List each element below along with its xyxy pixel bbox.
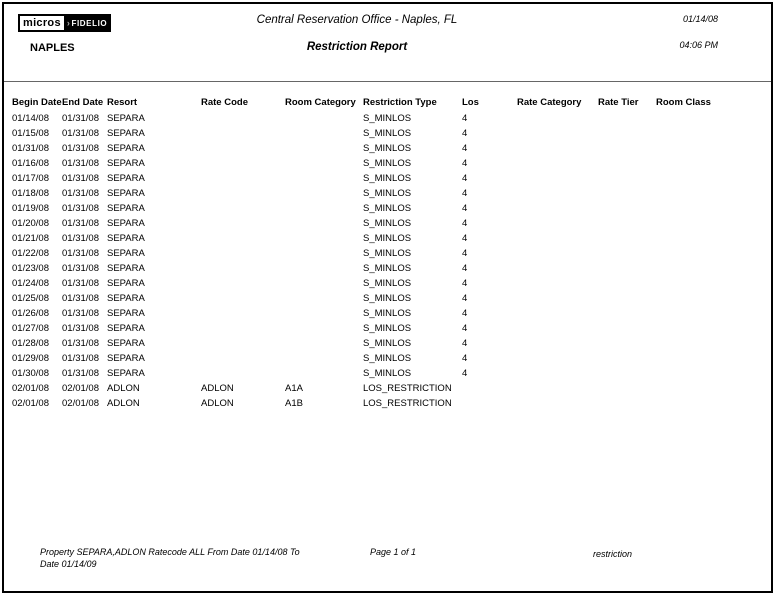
table-cell: SEPARA xyxy=(107,233,145,244)
column-header-room-class: Room Class xyxy=(656,97,711,108)
table-cell: 01/25/08 xyxy=(12,293,49,304)
table-cell: 4 xyxy=(462,293,468,304)
table-cell: 4 xyxy=(462,368,468,379)
table-row xyxy=(0,232,779,247)
table-cell: 02/01/08 xyxy=(12,398,49,409)
table-cell: SEPARA xyxy=(107,173,145,184)
table-row xyxy=(0,277,779,292)
table-cell: S_MINLOS xyxy=(363,203,412,214)
table-row xyxy=(0,322,779,337)
report-title: Central Reservation Office - Naples, FL xyxy=(256,14,458,26)
table-row xyxy=(0,367,779,382)
table-cell: 4 xyxy=(462,218,468,229)
table-cell: 01/28/08 xyxy=(12,338,49,349)
table-cell: SEPARA xyxy=(107,263,145,274)
table-cell: 01/31/08 xyxy=(62,173,99,184)
table-cell: 4 xyxy=(462,278,468,289)
report-date: 01/14/08 xyxy=(682,14,718,24)
column-header-rate-code: Rate Code xyxy=(201,97,248,108)
table-cell: A1A xyxy=(285,383,303,394)
table-row xyxy=(0,142,779,157)
table-cell: 4 xyxy=(462,188,468,199)
table-cell: ADLON xyxy=(201,383,234,394)
table-cell: SEPARA xyxy=(107,293,145,304)
table-row xyxy=(0,382,779,397)
table-cell: 4 xyxy=(462,113,468,124)
table-cell: 01/31/08 xyxy=(62,203,99,214)
table-cell: S_MINLOS xyxy=(363,278,412,289)
table-cell: S_MINLOS xyxy=(363,158,412,169)
table-cell: 01/31/08 xyxy=(62,278,99,289)
table-cell: S_MINLOS xyxy=(363,128,412,139)
table-cell: 01/17/08 xyxy=(12,173,49,184)
header-divider xyxy=(4,81,771,82)
table-cell: SEPARA xyxy=(107,158,145,169)
table-row xyxy=(0,127,779,142)
table-cell: 4 xyxy=(462,263,468,274)
table-cell: SEPARA xyxy=(107,278,145,289)
table-cell: S_MINLOS xyxy=(363,338,412,349)
footer-report-id: restriction xyxy=(593,549,633,559)
table-cell: 01/31/08 xyxy=(62,323,99,334)
table-row xyxy=(0,337,779,352)
table-cell: 01/24/08 xyxy=(12,278,49,289)
table-cell: 01/31/08 xyxy=(62,248,99,259)
table-cell: SEPARA xyxy=(107,203,145,214)
table-cell: 4 xyxy=(462,323,468,334)
table-cell: 01/31/08 xyxy=(62,263,99,274)
table-cell: 4 xyxy=(462,233,468,244)
table-cell: S_MINLOS xyxy=(363,353,412,364)
table-cell: S_MINLOS xyxy=(363,233,412,244)
table-cell: SEPARA xyxy=(107,128,145,139)
table-header-row xyxy=(0,97,779,111)
table-cell: 01/19/08 xyxy=(12,203,49,214)
table-cell: 4 xyxy=(462,308,468,319)
table-cell: SEPARA xyxy=(107,218,145,229)
table-cell: 4 xyxy=(462,158,468,169)
footer-page-info: Page 1 of 1 xyxy=(370,547,417,557)
table-cell: 01/31/08 xyxy=(12,143,49,154)
table-cell: 01/29/08 xyxy=(12,353,49,364)
table-cell: 01/20/08 xyxy=(12,218,49,229)
table-cell: 01/31/08 xyxy=(62,218,99,229)
table-row xyxy=(0,307,779,322)
footer-criteria-line1: Property SEPARA,ADLON Ratecode ALL From Date 01/14/08 To xyxy=(40,547,300,557)
table-cell: 01/31/08 xyxy=(62,233,99,244)
column-header-end-date: End Date xyxy=(62,97,104,108)
table-cell: S_MINLOS xyxy=(363,293,412,304)
table-cell: SEPARA xyxy=(107,323,145,334)
table-cell: SEPARA xyxy=(107,368,145,379)
column-header-resort: Resort xyxy=(107,97,138,108)
table-cell: 01/31/08 xyxy=(62,143,99,154)
column-header-restriction-type: Restriction Type xyxy=(363,97,437,108)
table-cell: A1B xyxy=(285,398,303,409)
column-header-room-category: Room Category xyxy=(285,97,356,108)
table-cell: 4 xyxy=(462,338,468,349)
table-cell: 01/21/08 xyxy=(12,233,49,244)
table-cell: 01/23/08 xyxy=(12,263,49,274)
table-cell: 01/31/08 xyxy=(62,308,99,319)
column-header-los: Los xyxy=(462,97,479,108)
chevron-right-icon: › xyxy=(66,18,71,28)
table-cell: 4 xyxy=(462,173,468,184)
table-cell: 4 xyxy=(462,143,468,154)
table-cell: 01/26/08 xyxy=(12,308,49,319)
table-cell: 4 xyxy=(462,128,468,139)
table-cell: SEPARA xyxy=(107,338,145,349)
table-cell: 01/22/08 xyxy=(12,248,49,259)
table-cell: 01/31/08 xyxy=(62,293,99,304)
table-cell: 01/30/08 xyxy=(12,368,49,379)
table-cell: SEPARA xyxy=(107,143,145,154)
table-cell: SEPARA xyxy=(107,248,145,259)
table-cell: S_MINLOS xyxy=(363,263,412,274)
column-header-rate-tier: Rate Tier xyxy=(598,97,639,108)
column-header-rate-category: Rate Category xyxy=(517,97,582,108)
footer-criteria-line2: Date 01/14/09 xyxy=(40,559,97,569)
table-cell: S_MINLOS xyxy=(363,308,412,319)
table-cell: 01/15/08 xyxy=(12,128,49,139)
logo-fidelio-text: FIDELIO xyxy=(71,18,108,28)
report-time: 04:06 PM xyxy=(679,40,718,50)
table-cell: 01/31/08 xyxy=(62,113,99,124)
table-cell: ADLON xyxy=(107,398,140,409)
table-cell: S_MINLOS xyxy=(363,113,412,124)
table-cell: 4 xyxy=(462,248,468,259)
table-cell: ADLON xyxy=(107,383,140,394)
table-cell: 4 xyxy=(462,353,468,364)
table-cell: 02/01/08 xyxy=(62,398,99,409)
logo-micros-text: micros xyxy=(18,14,66,32)
table-cell: SEPARA xyxy=(107,353,145,364)
table-row xyxy=(0,217,779,232)
property-name: NAPLES xyxy=(30,42,75,54)
table-row xyxy=(0,352,779,367)
table-cell: 01/31/08 xyxy=(62,338,99,349)
table-cell: S_MINLOS xyxy=(363,143,412,154)
table-cell: SEPARA xyxy=(107,188,145,199)
table-row xyxy=(0,172,779,187)
table-cell: 01/31/08 xyxy=(62,128,99,139)
table-cell: 01/31/08 xyxy=(62,368,99,379)
table-row xyxy=(0,157,779,172)
table-cell: 01/16/08 xyxy=(12,158,49,169)
table-row xyxy=(0,187,779,202)
table-cell: S_MINLOS xyxy=(363,248,412,259)
table-cell: S_MINLOS xyxy=(363,368,412,379)
table-cell: 02/01/08 xyxy=(62,383,99,394)
table-cell: 01/31/08 xyxy=(62,158,99,169)
table-cell: LOS_RESTRICTION xyxy=(363,398,452,409)
table-cell: S_MINLOS xyxy=(363,323,412,334)
table-cell: LOS_RESTRICTION xyxy=(363,383,452,394)
table-cell: 01/14/08 xyxy=(12,113,49,124)
table-cell: 01/31/08 xyxy=(62,353,99,364)
table-cell: 01/31/08 xyxy=(62,188,99,199)
table-row xyxy=(0,202,779,217)
table-cell: ADLON xyxy=(201,398,234,409)
table-cell: S_MINLOS xyxy=(363,218,412,229)
report-name: Restriction Report xyxy=(306,41,408,53)
table-cell: SEPARA xyxy=(107,113,145,124)
table-cell: 01/27/08 xyxy=(12,323,49,334)
table-row xyxy=(0,292,779,307)
table-cell: S_MINLOS xyxy=(363,188,412,199)
table-cell: 4 xyxy=(462,203,468,214)
table-row xyxy=(0,262,779,277)
table-cell: 01/18/08 xyxy=(12,188,49,199)
table-row xyxy=(0,247,779,262)
table-cell: SEPARA xyxy=(107,308,145,319)
table-cell: 02/01/08 xyxy=(12,383,49,394)
table-row xyxy=(0,397,779,412)
column-header-begin-date: Begin Date xyxy=(12,97,62,108)
table-cell: S_MINLOS xyxy=(363,173,412,184)
table-row xyxy=(0,112,779,127)
